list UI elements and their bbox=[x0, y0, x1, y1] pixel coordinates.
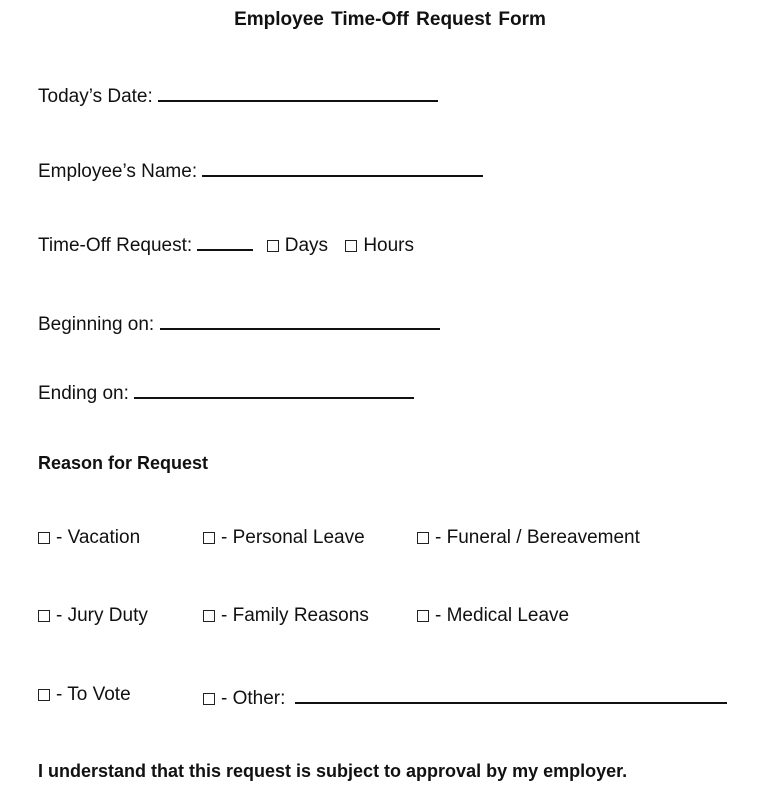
funeral-label: - Funeral / Bereavement bbox=[435, 527, 640, 548]
personal-leave-checkbox[interactable] bbox=[203, 532, 215, 544]
medical-leave-label: - Medical Leave bbox=[435, 605, 570, 626]
reason-option-to-vote[interactable] bbox=[38, 684, 131, 706]
reason-option-other[interactable] bbox=[203, 684, 727, 710]
reason-option-medical-leave[interactable] bbox=[417, 605, 569, 627]
hours-checkbox[interactable] bbox=[345, 240, 357, 252]
reason-option-personal-leave[interactable] bbox=[203, 527, 365, 549]
reason-option-jury-duty[interactable] bbox=[38, 605, 148, 627]
reason-option-family-reasons[interactable] bbox=[203, 605, 369, 627]
jury-duty-checkbox[interactable] bbox=[38, 610, 50, 622]
todays-date-label: Today’s Date: bbox=[38, 86, 153, 107]
days-label: Days bbox=[284, 235, 329, 256]
ending-row bbox=[38, 379, 414, 405]
family-reasons-label: - Family Reasons bbox=[221, 605, 369, 626]
family-reasons-checkbox[interactable] bbox=[203, 610, 215, 622]
beginning-row bbox=[38, 310, 440, 336]
acknowledgement-text: I understand that this request is subject to approval by my employer. bbox=[38, 761, 628, 781]
hours-label: Hours bbox=[363, 235, 414, 256]
personal-leave-label: - Personal Leave bbox=[221, 527, 365, 548]
other-label: - Other: bbox=[221, 688, 286, 709]
time-off-amount-field[interactable] bbox=[197, 231, 253, 251]
to-vote-label: - To Vote bbox=[56, 684, 131, 705]
medical-leave-checkbox[interactable] bbox=[417, 610, 429, 622]
time-off-row bbox=[38, 231, 414, 257]
funeral-checkbox[interactable] bbox=[417, 532, 429, 544]
jury-duty-label: - Jury Duty bbox=[56, 605, 148, 626]
other-field[interactable] bbox=[295, 684, 727, 704]
time-off-label: Time-Off Request: bbox=[38, 235, 193, 256]
beginning-label: Beginning on: bbox=[38, 314, 155, 335]
to-vote-checkbox[interactable] bbox=[38, 689, 50, 701]
ending-field[interactable] bbox=[134, 379, 414, 399]
ending-label: Ending on: bbox=[38, 383, 129, 404]
employee-name-field[interactable] bbox=[202, 157, 483, 177]
beginning-field[interactable] bbox=[160, 310, 440, 330]
form-title: Employee Time-Off Request Form bbox=[234, 9, 546, 30]
todays-date-row bbox=[38, 82, 438, 108]
todays-date-field[interactable] bbox=[158, 82, 438, 102]
reason-option-vacation[interactable] bbox=[38, 527, 140, 549]
employee-name-label: Employee’s Name: bbox=[38, 161, 198, 182]
other-checkbox[interactable] bbox=[203, 693, 215, 705]
employee-name-row bbox=[38, 157, 483, 183]
reason-option-funeral[interactable] bbox=[417, 527, 640, 549]
reason-heading: Reason for Request bbox=[38, 453, 209, 473]
vacation-checkbox[interactable] bbox=[38, 532, 50, 544]
days-checkbox[interactable] bbox=[267, 240, 279, 252]
vacation-label: - Vacation bbox=[56, 527, 141, 548]
